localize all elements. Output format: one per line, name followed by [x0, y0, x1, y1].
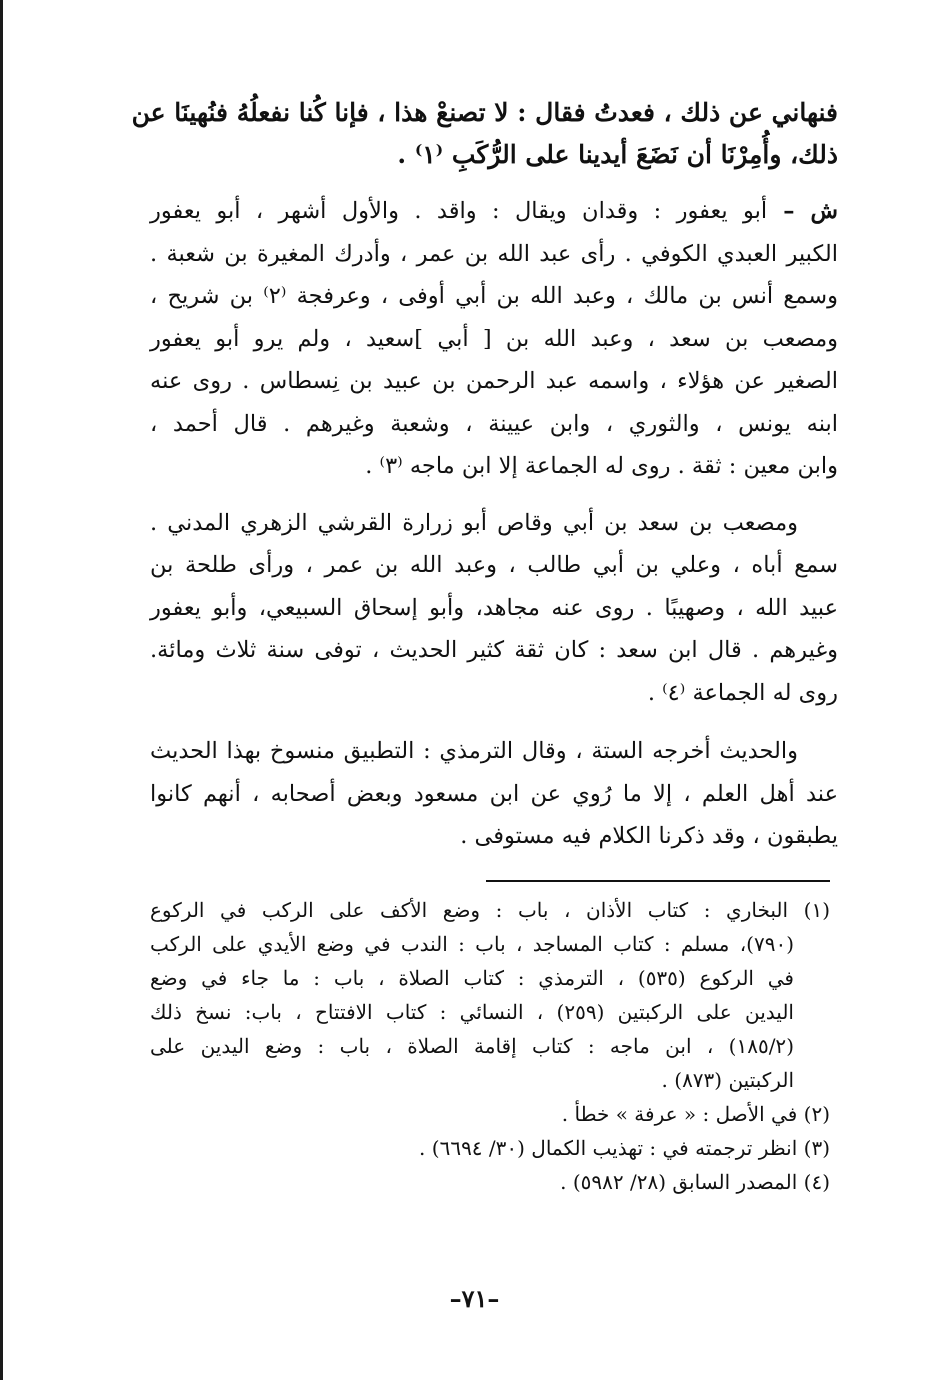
- footnote-item: [150, 1131, 830, 1165]
- text-line: الكبير العبدي الكوفي . رأى عبد الله بن عمر ، وأدرك المغيرة بن شعبة .: [150, 240, 838, 267]
- text-line: وابن معين : ثقة . روى له الجماعة إلا ابن ماجه ⁽٣⁾ .: [365, 453, 838, 479]
- footnote-item: [150, 1097, 830, 1131]
- main-text: [131, 80, 839, 858]
- text-line: فنهاني عن ذلك ، فعدتُ فقال : لا تصنعْ هذا ، فإنا كُنا نفعلُهُ فنُهينَا عن: [131, 98, 838, 127]
- footnote-line: (٧٩٠)، مسلم : كتاب المساجد ، باب : الندب في وضع الأيدي على الركب: [150, 932, 794, 956]
- narrator-paragraph: [150, 502, 838, 715]
- page-edge-line: [0, 0, 3, 1380]
- footnotes: [150, 893, 830, 1199]
- text-line: الصغير عن هؤلاء ، واسمه عبد الرحمن بن عبيد بن نِسطاس . روى عنه: [150, 368, 838, 394]
- text-line: روى له الجماعة ⁽٤⁾ .: [647, 679, 838, 706]
- footnote-item: [150, 1165, 830, 1199]
- text-line: وغيرهم . قال ابن سعد : كان ثقة كثير الحديث ، توفى سنة ثلاث ومائة.: [150, 637, 838, 663]
- text-line: ذلك، وأُمِرْنَا أن نَضَعَ أيدينا على الرُّكَبِ ⁽١⁾ .: [397, 140, 838, 169]
- text-line: ومصعب بن سعد بن أبي وقاص أبو زرارة القرشي الزهري المدني .: [150, 509, 798, 536]
- page-number: –٧١–: [449, 1284, 500, 1313]
- hadith-sources-paragraph: [150, 730, 838, 858]
- text-line: ابنه يونس ، والثوري ، وابن عيينة ، وشعبة وغيرهم . قال أحمد ،: [150, 410, 838, 437]
- footnote-line: (١٨٥/٢) ، ابن ماجه : كتاب إقامة الصلاة ، باب : وضع اليدين على: [150, 1034, 794, 1058]
- footnote-item: [150, 893, 830, 1097]
- footnote-divider: [486, 880, 830, 882]
- text-line: ش – أبو يعفور : وقدان ويقال : واقد . والأول أشهر ، أبو يعفور: [150, 198, 838, 224]
- text-line: سمع أباه ، وعلي بن أبي طالب ، وعبد الله بن عمر ، ورأى طلحة بن: [150, 552, 838, 578]
- text-line: والحديث أخرجه الستة ، وقال الترمذي : التطبيق منسوخ بهذا الحديث: [150, 738, 798, 764]
- footnote-line: الركبتين (٨٧٣) .: [661, 1068, 794, 1092]
- footnote-line: (١) البخاري : كتاب الأذان ، باب : وضع الأكف على الركب في الركوع: [150, 898, 830, 922]
- commentary-marker: ش –: [767, 198, 838, 224]
- text-line: عند أهل العلم ، إلا ما رُوي عن ابن مسعود وبعض أصحابه ، أنهم كانوا: [150, 780, 838, 807]
- footnote-line: (٢) في الأصل : « عرفة » خطأ .: [561, 1102, 830, 1126]
- footnote-line: اليدين على الركبتين (٢٥٩) ، النسائي : كتاب الافتتاح ، باب: نسخ ذلك: [150, 1000, 794, 1024]
- text-line: عبيد الله ، وصهيبًا . روى عنه مجاهد، وأبو إسحاق السبيعي، وأبو يعفور: [150, 594, 838, 621]
- footnote-line: (٤) المصدر السابق (٢٨/ ٥٩٨٢) .: [560, 1170, 830, 1194]
- text-line: ومصعب بن سعد ، وعبد الله بن [ أبي ]سعيد ، ولم يرو أبو يعفور: [150, 325, 838, 352]
- hadith-text: [131, 80, 838, 176]
- footnote-line: (٣) انظر ترجمته في : تهذيب الكمال (٣٠/ ٦٦٩٤) .: [419, 1136, 830, 1160]
- commentary-paragraph: [150, 190, 838, 488]
- text-line: وسمع أنس بن مالك ، وعبد الله بن أبي أوفى ، وعرفجة ⁽٢⁾ بن شريح ،: [150, 283, 839, 309]
- footnote-line: في الركوع (٥٣٥) ، الترمذي : كتاب الصلاة ، باب : ما جاء في وضع: [150, 966, 794, 990]
- text-line: يطبقون ، وقد ذكرنا الكلام فيه مستوفى .: [460, 823, 838, 849]
